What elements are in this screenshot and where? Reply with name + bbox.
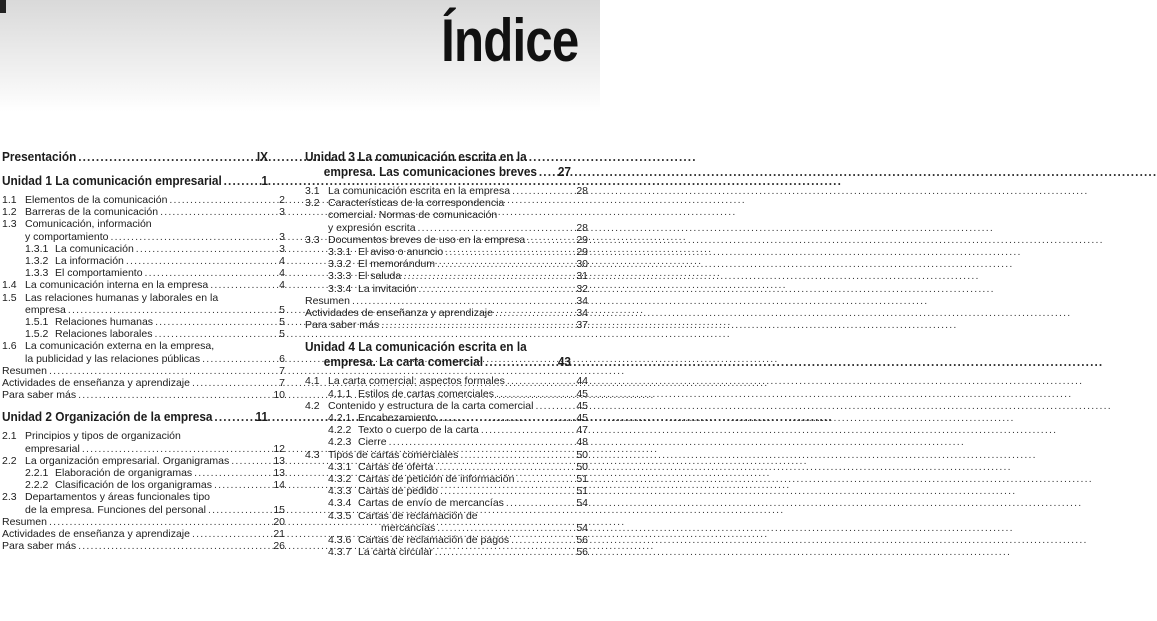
toc-entry-title: La invitación xyxy=(358,282,417,295)
toc-entry-number: 4.3.4 xyxy=(328,497,352,510)
page-title: Índice xyxy=(440,7,578,74)
toc-entry xyxy=(305,534,588,546)
toc-entry xyxy=(305,319,588,331)
toc-entry-page: 20 xyxy=(273,515,285,528)
dot-leader xyxy=(403,270,566,282)
toc-entry xyxy=(2,491,285,503)
toc-entry-title: y comportamiento xyxy=(25,230,109,243)
toc-entry xyxy=(2,194,285,206)
dot-leader xyxy=(438,412,566,424)
toc-entry xyxy=(2,328,285,340)
toc-entry-page: 4 xyxy=(279,267,285,280)
toc-entry xyxy=(2,279,285,291)
toc-entry-page: 11 xyxy=(255,410,269,425)
toc-entry-number: 1.4 xyxy=(2,279,17,292)
dot-leader xyxy=(192,528,263,540)
toc-entry xyxy=(305,400,588,412)
toc-entry-number: 4.3.3 xyxy=(328,485,352,498)
dot-leader xyxy=(169,194,263,206)
section-gap xyxy=(2,165,285,174)
toc-entry xyxy=(2,304,285,316)
toc-entry-title: Relaciones laborales xyxy=(55,328,153,341)
toc-entry xyxy=(305,485,588,497)
toc-entry xyxy=(305,497,588,509)
toc-entry-number: 1.5.1 xyxy=(25,316,49,329)
toc-entry-title: Cierre xyxy=(358,436,387,449)
dot-leader xyxy=(194,467,263,479)
toc-entry xyxy=(2,316,285,328)
dot-leader xyxy=(389,436,566,448)
toc-entry xyxy=(2,353,285,365)
dot-leader xyxy=(527,234,566,246)
toc-entry xyxy=(305,246,588,258)
toc-entry-title: Elementos de la comunicación xyxy=(25,194,168,206)
toc-entry-number: 3.3 xyxy=(305,233,320,246)
toc-entry-page: 34 xyxy=(576,294,588,307)
toc-entry-title: Unidad 2 Organización de la empresa xyxy=(2,410,213,425)
toc-entry-title: Cartas de reclamación de xyxy=(358,509,478,522)
toc-entry-page: 27 xyxy=(557,165,572,179)
toc-entry-number: 3.3.2 xyxy=(328,258,352,271)
toc-entry-title: La carta comercial: aspectos formales xyxy=(328,375,505,388)
toc-entry-title: de la empresa. Funciones del personal xyxy=(25,503,206,516)
toc-entry-page: 45 xyxy=(576,412,588,425)
dot-leader xyxy=(506,497,566,509)
toc-entry-number: 2.1 xyxy=(2,430,17,443)
dot-leader xyxy=(496,388,566,400)
toc-entry-number: 1.5.2 xyxy=(25,328,49,341)
toc-entry-number: 3.3.4 xyxy=(328,282,352,295)
toc-entry-page: 47 xyxy=(576,424,588,437)
dot-leader xyxy=(418,283,566,295)
toc-entry-title: y expresión escrita xyxy=(328,221,416,234)
toc-entry-title: Clasificación de los organigramas xyxy=(55,479,212,492)
toc-entry-title: La comunicación xyxy=(55,242,134,255)
toc-entry-number: 4.3.7 xyxy=(328,546,352,559)
toc-entry xyxy=(2,528,285,540)
toc-entry-page: 54 xyxy=(576,521,588,534)
toc-entry xyxy=(2,504,285,516)
toc-entry xyxy=(2,243,285,255)
toc-entry xyxy=(2,377,285,389)
toc-entry-title: Barreras de la comunicación xyxy=(25,206,159,219)
dot-leader xyxy=(68,304,263,316)
toc-entry-number: 1.3.1 xyxy=(25,242,49,255)
toc-entry-title: Para saber más xyxy=(305,319,380,332)
toc-entry xyxy=(2,255,285,267)
toc-entry-title: Contenido y estructura de la carta comercial xyxy=(328,399,534,412)
dot-leader xyxy=(49,365,263,377)
toc-entry-number: 4.3.5 xyxy=(328,509,352,522)
corner-mark xyxy=(0,0,6,13)
dot-leader xyxy=(495,307,566,319)
dot-leader xyxy=(82,443,263,455)
toc-entry xyxy=(305,461,588,473)
toc-entry-number: 4.3.2 xyxy=(328,473,352,486)
toc-entry-number: 3.3.3 xyxy=(328,270,352,283)
toc-entry xyxy=(305,197,588,209)
toc-entry-title: Resumen xyxy=(2,515,47,528)
toc-entry-page: 5 xyxy=(279,316,285,329)
toc-entry xyxy=(305,295,588,307)
toc-entry xyxy=(305,185,588,197)
toc-entry xyxy=(305,222,588,234)
toc-entry-page: 12 xyxy=(273,442,285,455)
dot-leader xyxy=(210,279,263,291)
toc-entry-page: 3 xyxy=(279,230,285,243)
section-gap xyxy=(2,401,285,410)
toc-entry-title: Texto o cuerpo de la carta xyxy=(358,424,479,437)
toc-entry xyxy=(2,467,285,479)
toc-entry xyxy=(305,165,571,180)
dot-leader xyxy=(437,258,566,270)
dot-leader xyxy=(126,255,263,267)
toc-entry-number: 2.2.1 xyxy=(25,467,49,480)
dot-leader xyxy=(512,185,566,197)
toc-entry-title: El memorándum xyxy=(358,258,436,271)
toc-entry-title: Unidad 3 La comunicación escrita en la xyxy=(305,150,527,164)
toc-entry-page: 34 xyxy=(576,307,588,320)
dot-leader xyxy=(155,316,263,328)
toc-entry-page: 10 xyxy=(273,389,285,402)
dot-leader xyxy=(511,534,566,546)
toc-entry xyxy=(2,267,285,279)
toc-entry-title: Las relaciones humanas y laborales en la xyxy=(25,291,219,304)
toc-entry-page: IX xyxy=(256,150,269,164)
dot-leader xyxy=(507,375,566,387)
toc-entry-title: Cartas de reclamación de pagos xyxy=(358,534,510,547)
toc-entry-page: 50 xyxy=(576,448,588,461)
toc-entry-number: 4.1.1 xyxy=(328,387,352,400)
dot-leader xyxy=(440,485,566,497)
toc-entry-page: 13 xyxy=(273,467,285,480)
dot-leader xyxy=(214,479,263,491)
toc-entry-page: 43 xyxy=(557,355,572,370)
section-gap xyxy=(305,331,588,340)
toc-entry-page: 6 xyxy=(279,352,285,365)
toc-entry-number: 1.2 xyxy=(2,206,17,219)
toc-entry-title: Cartas de pedido xyxy=(358,485,438,498)
toc-entry-title: empresa. La carta comercial xyxy=(323,355,484,370)
toc-entry-title: Cartas de envío de mercancías xyxy=(358,497,504,510)
toc-entry xyxy=(2,206,285,218)
toc-entry-page: 13 xyxy=(273,454,285,467)
dot-leader xyxy=(539,165,550,180)
toc-entry xyxy=(2,430,285,442)
toc-entry xyxy=(305,473,588,485)
toc-entry xyxy=(2,150,268,165)
toc-entry-number: 4.3.6 xyxy=(328,534,352,547)
toc-entry-title: Cartas de oferta xyxy=(358,460,434,473)
dot-leader xyxy=(481,424,566,436)
toc-entry-title: Características de la correspondencia xyxy=(328,197,505,210)
dot-leader xyxy=(208,504,263,516)
toc-entry-title: Relaciones humanas xyxy=(55,316,154,329)
toc-entry-page: 56 xyxy=(576,534,588,547)
toc-entry xyxy=(305,355,571,370)
toc-entry xyxy=(305,307,588,319)
toc-entry-page: 50 xyxy=(576,460,588,473)
toc-entry-title: El aviso o anuncio xyxy=(358,246,444,259)
toc-entry-page: 4 xyxy=(279,255,285,268)
toc-entry xyxy=(305,522,588,534)
toc-entry-page: 5 xyxy=(279,328,285,341)
toc-entry-title: Documentos breves de uso en la empresa xyxy=(328,233,526,246)
toc-entry xyxy=(305,424,588,436)
toc-entry-number: 2.2.2 xyxy=(25,479,49,492)
toc-entry xyxy=(2,410,268,425)
toc-entry xyxy=(305,270,588,282)
dot-leader xyxy=(110,231,263,243)
dot-leader xyxy=(78,389,263,401)
toc-entry-number: 4.1 xyxy=(305,375,320,388)
toc-entry-title: Principios y tipos de organización xyxy=(25,430,181,443)
dot-leader xyxy=(437,522,566,534)
toc-entry-page: 45 xyxy=(576,387,588,400)
toc-entry-number: 4.2.2 xyxy=(328,424,352,437)
dot-leader xyxy=(154,328,263,340)
toc-entry-number: 4.3 xyxy=(305,448,320,461)
toc-entry xyxy=(2,443,285,455)
toc-entry-title: comercial. Normas de comunicación xyxy=(328,209,498,222)
dot-leader xyxy=(435,546,566,558)
toc-entry xyxy=(2,540,285,552)
dot-leader xyxy=(231,455,263,467)
toc-entry-number: 2.3 xyxy=(2,491,17,504)
toc-entry-title: Resumen xyxy=(2,364,47,377)
toc-entry-title: Tipos de cartas comerciales xyxy=(328,448,459,461)
toc-entry xyxy=(2,340,285,352)
toc-entry-number: 1.3.3 xyxy=(25,267,49,280)
toc-entry-title: Actividades de enseñanza y aprendizaje xyxy=(305,307,493,320)
dot-leader xyxy=(202,353,263,365)
dot-leader xyxy=(445,246,566,258)
toc-entry-number: 4.2.3 xyxy=(328,436,352,449)
toc-entry-title: El saluda xyxy=(358,270,402,283)
toc-left-column xyxy=(2,150,285,552)
toc-entry-title: Actividades de enseñanza y aprendizaje xyxy=(2,377,190,390)
dot-leader xyxy=(49,516,263,528)
toc-entry-title: La comunicación interna en la empresa xyxy=(25,279,209,292)
toc-entry-title: La carta circular xyxy=(358,546,433,559)
toc-entry-title: Para saber más xyxy=(2,540,77,553)
toc-entry-number: 1.6 xyxy=(2,340,17,353)
toc-entry-title: Departamentos y áreas funcionales tipo xyxy=(25,491,211,504)
dot-leader xyxy=(192,377,263,389)
toc-entry-page: 26 xyxy=(273,540,285,553)
dot-leader xyxy=(485,355,550,370)
toc-entry-number: 1.5 xyxy=(2,291,17,304)
dot-leader xyxy=(145,267,263,279)
toc-entry-page: 15 xyxy=(273,503,285,516)
toc-right-column xyxy=(305,150,588,558)
toc-entry xyxy=(2,365,285,377)
toc-entry-title: Unidad 4 La comunicación escrita en la xyxy=(305,340,527,355)
toc-entry-page: 44 xyxy=(576,375,588,388)
toc-entry-number: 3.3.1 xyxy=(328,246,352,259)
toc-entry-page: 29 xyxy=(576,233,588,246)
toc-entry xyxy=(305,449,588,461)
toc-entry-title: Comunicación, información xyxy=(25,218,152,231)
dot-leader xyxy=(381,319,566,331)
toc-entry-number: 3.2 xyxy=(305,197,320,210)
toc-entry xyxy=(2,292,285,304)
toc-entry xyxy=(305,340,571,355)
toc-entry-title: La organización empresarial. Organigramas xyxy=(25,454,230,467)
toc-entry xyxy=(305,388,588,400)
dot-leader xyxy=(535,400,566,412)
dot-leader xyxy=(435,461,566,473)
toc-entry-page: 5 xyxy=(279,303,285,316)
toc-entry-number: 2.2 xyxy=(2,454,17,467)
toc-entry-number: 1.1 xyxy=(2,194,17,206)
toc-entry-title: la publicidad y las relaciones públicas xyxy=(25,352,201,365)
toc-entry-page: 14 xyxy=(273,479,285,492)
toc-entry-page: 1 xyxy=(261,174,269,188)
toc-entry xyxy=(305,375,588,387)
toc-entry-page: 21 xyxy=(273,528,285,541)
dot-leader xyxy=(136,243,263,255)
toc-entry-number: 4.2.1 xyxy=(328,412,352,425)
dot-leader xyxy=(214,410,247,425)
dot-leader xyxy=(160,206,263,218)
toc-entry-title: mercancías xyxy=(381,521,436,534)
toc-entry-title: empresa xyxy=(25,303,66,316)
toc-entry xyxy=(305,283,588,295)
toc-entry xyxy=(305,546,588,558)
toc-entry-page: 4 xyxy=(279,279,285,292)
toc-entry xyxy=(2,389,285,401)
toc-entry xyxy=(2,231,285,243)
dot-leader xyxy=(224,174,248,189)
toc-entry-title: Unidad 1 La comunicación empresarial xyxy=(2,174,222,188)
toc-entry xyxy=(305,234,588,246)
toc-entry xyxy=(2,479,285,491)
toc-entry xyxy=(305,258,588,270)
toc-entry-page: 3 xyxy=(279,206,285,219)
toc-entry-title: Encabezamiento xyxy=(358,412,437,425)
toc-entry-page: 7 xyxy=(279,364,285,377)
dot-leader xyxy=(516,473,566,485)
toc-entry-page: 32 xyxy=(576,282,588,295)
toc-entry-title: La comunicación escrita en la empresa xyxy=(328,185,511,197)
toc-entry-title: La comunicación externa en la empresa, xyxy=(25,340,215,353)
toc-entry-title: La información xyxy=(55,255,124,268)
toc-entry-page: 3 xyxy=(279,242,285,255)
toc-entry-page: 28 xyxy=(576,221,588,234)
toc-entry-title: Elaboración de organigramas xyxy=(55,467,193,480)
dot-leader xyxy=(78,150,247,165)
toc-entry xyxy=(305,412,588,424)
toc-entry-title: El comportamiento xyxy=(55,267,143,280)
toc-entry-title: empresarial xyxy=(25,442,80,455)
toc-entry xyxy=(2,174,268,189)
toc-entry-page: 51 xyxy=(576,485,588,498)
toc-entry-title: Cartas de petición de información xyxy=(358,473,515,486)
toc-entry xyxy=(305,436,588,448)
toc-entry-title: Resumen xyxy=(305,294,350,307)
toc-entry-title: Estilos de cartas comerciales xyxy=(358,387,494,400)
toc-entry-title: empresa. Las comunicaciones breves xyxy=(323,165,538,179)
toc-entry-page: 37 xyxy=(576,319,588,332)
toc-entry-title: Para saber más xyxy=(2,389,77,402)
toc-entry-page: 48 xyxy=(576,436,588,449)
toc-entry-number: 1.3.2 xyxy=(25,255,49,268)
toc-entry xyxy=(2,455,285,467)
toc-entry-page: 30 xyxy=(576,258,588,271)
toc-entry-number: 4.3.1 xyxy=(328,460,352,473)
toc-entry xyxy=(305,150,571,165)
dot-leader xyxy=(418,222,566,234)
toc-entry-page: 51 xyxy=(576,473,588,486)
dot-leader xyxy=(352,295,566,307)
toc-entry-number: 4.2 xyxy=(305,399,320,412)
dot-leader xyxy=(78,540,263,552)
toc-entry-title: Actividades de enseñanza y aprendizaje xyxy=(2,528,190,541)
toc-entry-page: 28 xyxy=(576,185,588,197)
toc-entry xyxy=(305,209,588,221)
toc-entry xyxy=(305,510,588,522)
toc-entry xyxy=(2,516,285,528)
toc-entry-page: 29 xyxy=(576,246,588,259)
toc-entry-page: 54 xyxy=(576,497,588,510)
toc-entry-number: 1.3 xyxy=(2,218,17,231)
toc-entry-page: 2 xyxy=(279,194,285,206)
toc-entry-title: Presentación xyxy=(2,150,77,164)
dot-leader xyxy=(460,449,566,461)
toc-entry xyxy=(2,218,285,230)
toc-entry-page: 56 xyxy=(576,546,588,559)
toc-entry-page: 31 xyxy=(576,270,588,283)
toc-entry-number: 3.1 xyxy=(305,185,320,197)
toc-entry-page: 7 xyxy=(279,377,285,390)
toc-entry-page: 45 xyxy=(576,399,588,412)
